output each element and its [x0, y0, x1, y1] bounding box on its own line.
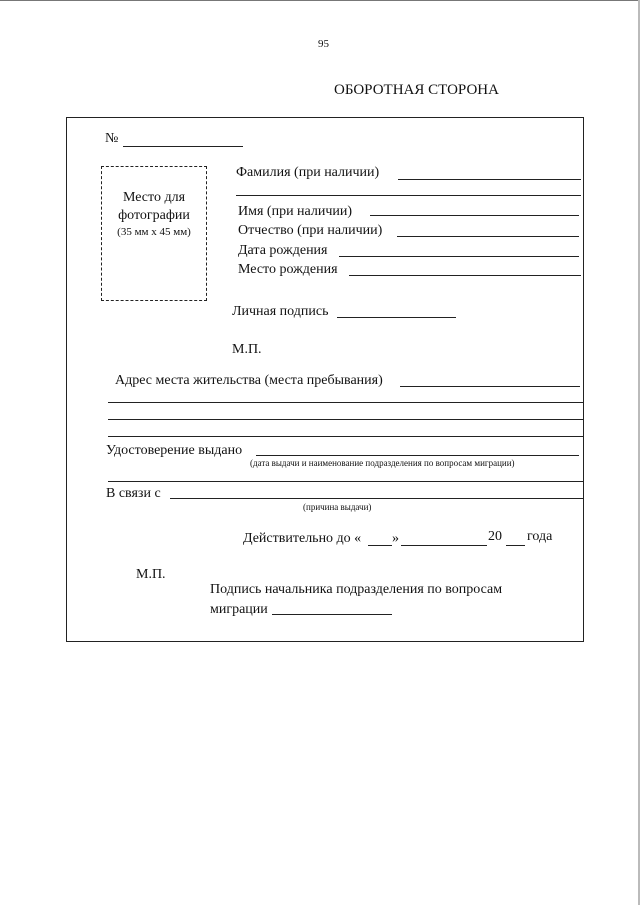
birth-date-field[interactable] [339, 256, 579, 257]
issued-field[interactable] [256, 455, 579, 456]
valid-year-field[interactable] [506, 545, 525, 546]
stamp-place-1: М.П. [232, 342, 262, 357]
birth-date-label: Дата рождения [238, 243, 328, 258]
signature-field[interactable] [337, 317, 456, 318]
address-field-line3[interactable] [108, 419, 583, 420]
reason-hint: (причина выдачи) [303, 502, 372, 512]
top-edge-line [0, 0, 640, 1]
issued-label: Удостоверение выдано [106, 443, 243, 458]
photo-label-line2: фотографии [118, 208, 190, 223]
birth-place-field[interactable] [349, 275, 581, 276]
patronymic-field[interactable] [397, 236, 579, 237]
reason-field[interactable] [170, 498, 583, 499]
page-heading: ОБОРОТНАЯ СТОРОНА [334, 82, 499, 98]
reason-label: В связи с [106, 486, 161, 501]
surname-field-extra[interactable] [236, 195, 581, 196]
valid-day-field[interactable] [368, 545, 392, 546]
address-field-line4[interactable] [108, 436, 583, 437]
valid-until-label: Действительно до « [243, 531, 362, 546]
photo-placeholder [101, 166, 207, 301]
photo-size: (35 мм х 45 мм) [117, 226, 191, 238]
issued-hint: (дата выдачи и наименование подразделения по вопросам миграции) [250, 458, 515, 468]
stamp-place-2: М.П. [136, 567, 166, 582]
valid-quote-close: » [392, 531, 399, 546]
valid-year-prefix: 20 [488, 529, 502, 544]
valid-year-suffix: года [527, 529, 553, 544]
patronymic-label: Отчество (при наличии) [238, 223, 383, 238]
chief-signature-field[interactable] [272, 614, 392, 615]
photo-label-line1: Место для [122, 190, 186, 205]
number-field[interactable] [123, 146, 243, 147]
address-field[interactable] [400, 386, 580, 387]
address-field-line2[interactable] [108, 402, 583, 403]
surname-field[interactable] [398, 179, 581, 180]
valid-month-field[interactable] [401, 545, 487, 546]
birth-place-label: Место рождения [238, 262, 338, 277]
number-label: № [105, 131, 119, 146]
page-number: 95 [318, 38, 329, 50]
issued-field-line2[interactable] [108, 481, 583, 482]
name-field[interactable] [370, 215, 579, 216]
chief-signature-label: Подпись начальника подразделения по вопросам [210, 582, 503, 597]
surname-label: Фамилия (при наличии) [236, 165, 380, 180]
name-label: Имя (при наличии) [238, 204, 353, 219]
chief-signature-label-line2: миграции [210, 602, 268, 617]
address-label: Адрес места жительства (места пребывания) [115, 373, 383, 388]
signature-label: Личная подпись [232, 304, 329, 319]
